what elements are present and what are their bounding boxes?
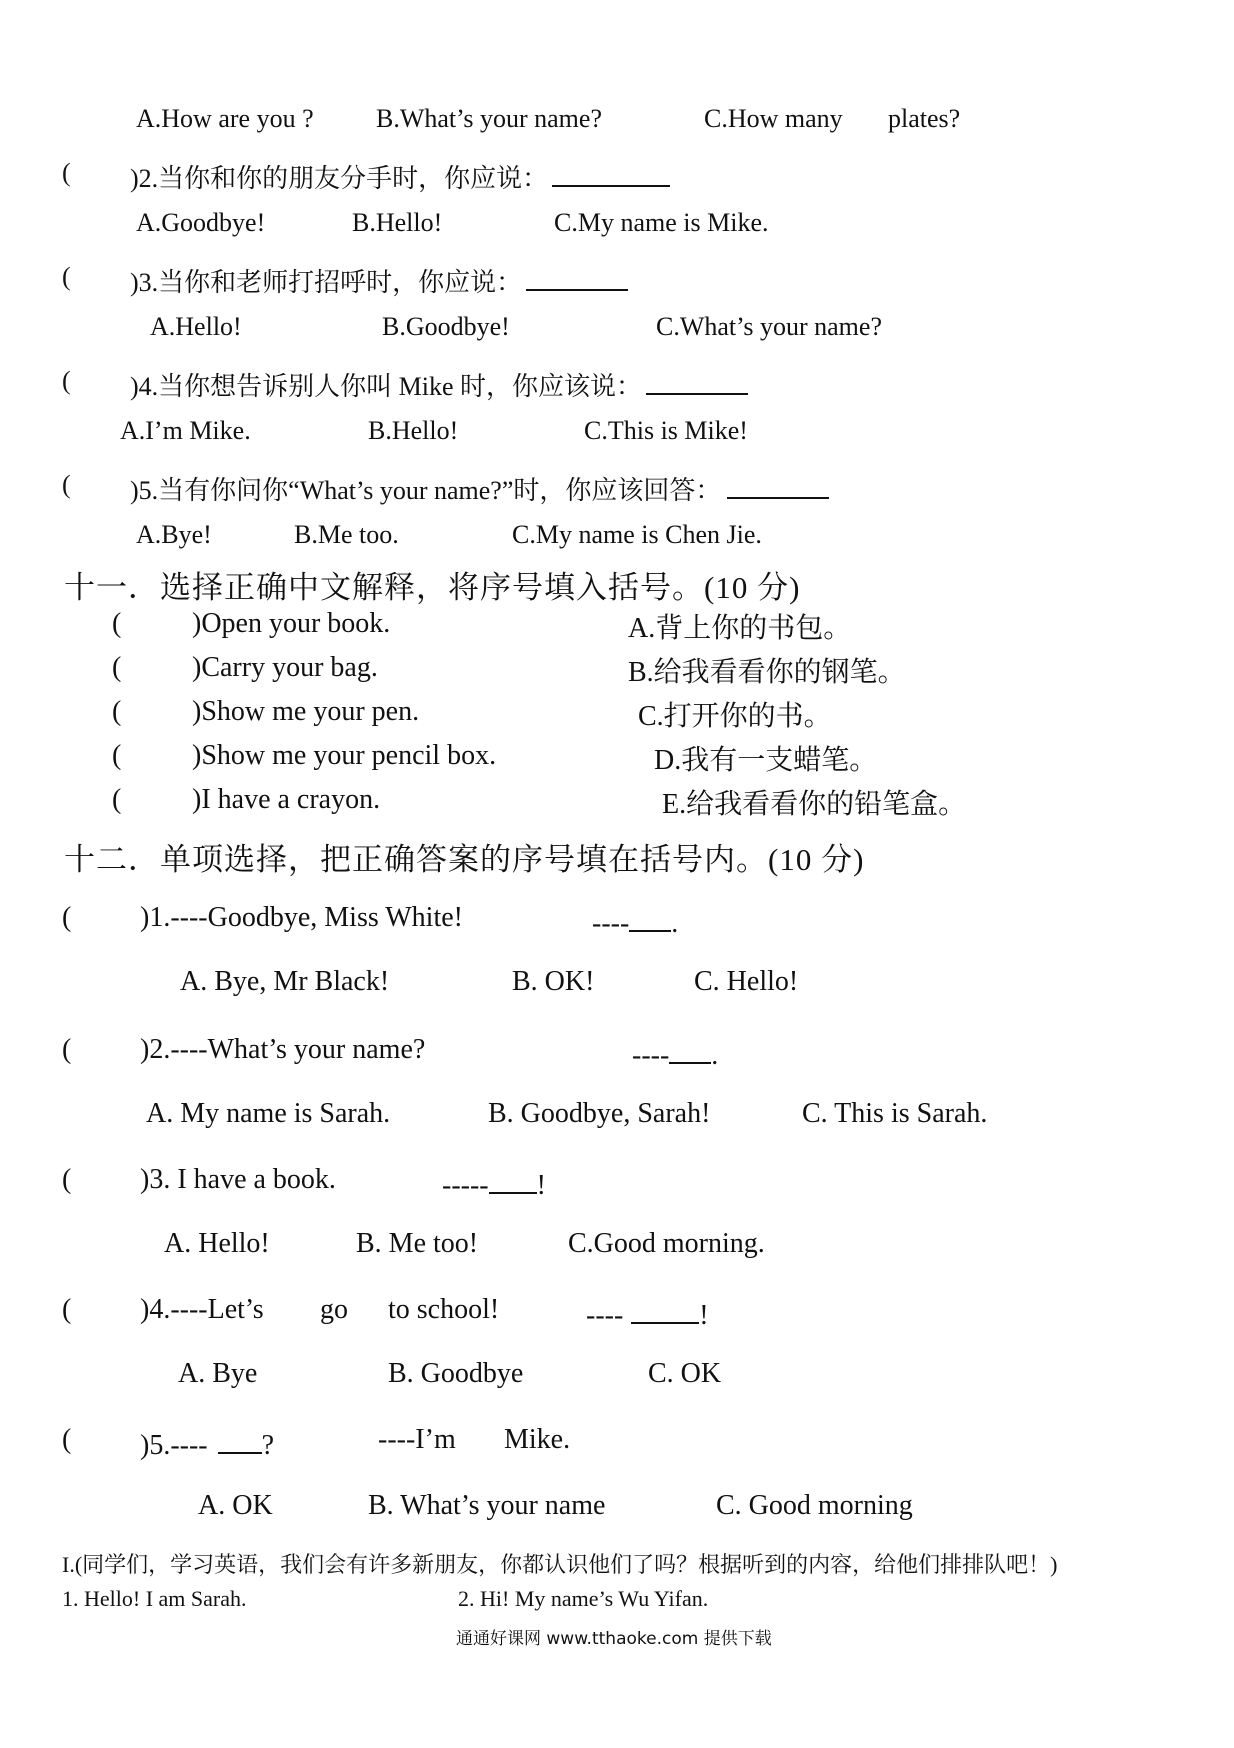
mc-q2-paren: ( xyxy=(62,1034,72,1065)
mc-q2-reply xyxy=(632,1034,718,1072)
q2-paren: ( xyxy=(62,158,71,187)
mc-q5-answer-blank[interactable] xyxy=(218,1424,262,1454)
q3-answer-blank[interactable] xyxy=(526,263,628,291)
mc-q2-option-a: A. My name is Sarah. xyxy=(146,1098,391,1129)
q4-option-c: C.This is Mike! xyxy=(584,416,748,445)
q1-option-b: B.What’s your name? xyxy=(376,104,602,133)
q4-paren: ( xyxy=(62,366,71,395)
section-11-heading: 十一．选择正确中文解释，将序号填入括号。(10 分) xyxy=(64,570,801,605)
q5-paren: ( xyxy=(62,470,71,499)
mc-q3-option-c: C.Good morning. xyxy=(568,1228,765,1259)
q3-option-a: A.Hello! xyxy=(150,312,242,341)
mc-q3-end: ! xyxy=(536,1170,546,1201)
match-row-3-chinese: C.打开你的书。 xyxy=(638,701,832,732)
mc-q1-end: . xyxy=(671,908,679,939)
mc-q4-option-a: A. Bye xyxy=(178,1358,258,1389)
q3-text: )3.当你和老师打招呼时，你应说： xyxy=(130,268,523,297)
mc-q5-reply-b: Mike. xyxy=(504,1424,571,1455)
q4-text: )4.当你想告诉别人你叫 Mike 时，你应该说： xyxy=(130,372,643,401)
match-row-1-chinese: A.背上你的书包。 xyxy=(628,613,852,644)
match-row-4-english: )Show me your pencil box. xyxy=(192,740,497,771)
mc-q4-option-b: B. Goodbye xyxy=(388,1358,524,1389)
mc-q4-reply xyxy=(586,1294,709,1332)
q2-option-b: B.Hello! xyxy=(352,208,443,237)
q4-question xyxy=(130,366,748,403)
mc-q1-option-c: C. Hello! xyxy=(694,966,799,997)
mc-q4-option-c: C. OK xyxy=(648,1358,722,1389)
section-12-heading: 十二．单项选择，把正确答案的序号填在括号内。(10 分) xyxy=(64,842,865,877)
match-row-1-paren: ( xyxy=(112,608,122,639)
mc-q4-paren: ( xyxy=(62,1294,72,1325)
mc-q3-paren: ( xyxy=(62,1164,72,1195)
mc-q1-reply-dashes: ---- xyxy=(592,908,630,939)
q5-question xyxy=(130,470,829,507)
q5-answer-blank[interactable] xyxy=(727,471,829,499)
footer-watermark: 通通好课网 www.tthaoke.com 提供下载 xyxy=(456,1629,772,1649)
q3-option-c: C.What’s your name? xyxy=(656,312,882,341)
mc-q5-stem-text: )5.---- xyxy=(140,1430,208,1461)
q4-answer-blank[interactable] xyxy=(646,367,748,395)
match-row-3-english: )Show me your pen. xyxy=(192,696,420,727)
q2-text: )2.当你和你的朋友分手时，你应说： xyxy=(130,164,549,193)
mc-q2-end: . xyxy=(711,1040,719,1071)
mc-q4-reply-dashes: ---- xyxy=(586,1300,624,1331)
mc-q4-end: ! xyxy=(699,1300,709,1331)
mc-q2-option-c: C. This is Sarah. xyxy=(802,1098,988,1129)
q1-option-c: C.How many xyxy=(704,104,843,133)
mc-q3-stem: )3. I have a book. xyxy=(140,1164,336,1195)
match-row-4-chinese: D.我有一支蜡笔。 xyxy=(654,745,878,776)
q3-paren: ( xyxy=(62,262,71,291)
q1-option-c-cont: plates? xyxy=(888,104,961,133)
q5-text: )5.当有你问你“What’s your name?”时，你应该回答： xyxy=(130,476,722,505)
match-row-2-paren: ( xyxy=(112,652,122,683)
listening-item-2: 2. Hi! My name’s Wu Yifan. xyxy=(458,1586,709,1611)
mc-q1-option-a: A. Bye, Mr Black! xyxy=(180,966,390,997)
mc-q4-stem-c: to school! xyxy=(388,1294,500,1325)
q2-answer-blank[interactable] xyxy=(552,159,670,187)
mc-q3-option-b: B. Me too! xyxy=(356,1228,479,1259)
mc-q4-answer-blank[interactable] xyxy=(631,1294,699,1324)
match-row-1-english: )Open your book. xyxy=(192,608,391,639)
listening-item-1: 1. Hello! I am Sarah. xyxy=(62,1586,247,1611)
q5-option-c: C.My name is Chen Jie. xyxy=(512,520,762,549)
mc-q3-answer-blank[interactable] xyxy=(489,1164,537,1194)
mc-q5-option-a: A. OK xyxy=(198,1490,273,1521)
listening-instruction: I.(同学们，学习英语，我们会有许多新朋友，你都认识他们了吗？根据听到的内容，给他们排排队吧！) xyxy=(62,1552,1058,1577)
mc-q1-stem: )1.----Goodbye, Miss White! xyxy=(140,902,463,933)
match-row-4-paren: ( xyxy=(112,740,122,771)
mc-q5-reply-a: ----I’m xyxy=(378,1424,456,1455)
mc-q4-stem-a: )4.----Let’s xyxy=(140,1294,264,1325)
mc-q5-end: ? xyxy=(261,1430,275,1461)
mc-q2-option-b: B. Goodbye, Sarah! xyxy=(488,1098,711,1129)
mc-q2-answer-blank[interactable] xyxy=(669,1034,711,1064)
q5-option-a: A.Bye! xyxy=(136,520,212,549)
mc-q1-option-b: B. OK! xyxy=(512,966,595,997)
mc-q1-paren: ( xyxy=(62,902,72,933)
q4-option-b: B.Hello! xyxy=(368,416,459,445)
match-row-5-paren: ( xyxy=(112,784,122,815)
q5-option-b: B.Me too. xyxy=(294,520,399,549)
q4-option-a: A.I’m Mike. xyxy=(120,416,251,445)
q2-option-a: A.Goodbye! xyxy=(136,208,266,237)
match-row-5-english: )I have a crayon. xyxy=(192,784,381,815)
mc-q3-reply xyxy=(442,1164,546,1202)
mc-q4-stem-b: go xyxy=(320,1294,348,1325)
mc-q2-reply-dashes: ---- xyxy=(632,1040,670,1071)
mc-q5-stem xyxy=(140,1424,274,1462)
mc-q5-option-c: C. Good morning xyxy=(716,1490,913,1521)
match-row-2-chinese: B.给我看看你的钢笔。 xyxy=(628,657,906,688)
mc-q2-stem: )2.----What’s your name? xyxy=(140,1034,426,1065)
q1-option-a: A.How are you ? xyxy=(136,104,314,133)
mc-q1-answer-blank[interactable] xyxy=(629,902,671,932)
match-row-2-english: )Carry your bag. xyxy=(192,652,378,683)
q2-option-c: C.My name is Mike. xyxy=(554,208,769,237)
q2-question xyxy=(130,158,670,195)
mc-q1-reply xyxy=(592,902,678,940)
mc-q5-paren: ( xyxy=(62,1424,72,1455)
match-row-3-paren: ( xyxy=(112,696,122,727)
match-row-5-chinese: E.给我看看你的铅笔盒。 xyxy=(662,789,967,820)
q3-question xyxy=(130,262,628,299)
mc-q3-option-a: A. Hello! xyxy=(164,1228,270,1259)
mc-q5-option-b: B. What’s your name xyxy=(368,1490,606,1521)
mc-q3-reply-dashes: ----- xyxy=(442,1170,489,1201)
q3-option-b: B.Goodbye! xyxy=(382,312,510,341)
